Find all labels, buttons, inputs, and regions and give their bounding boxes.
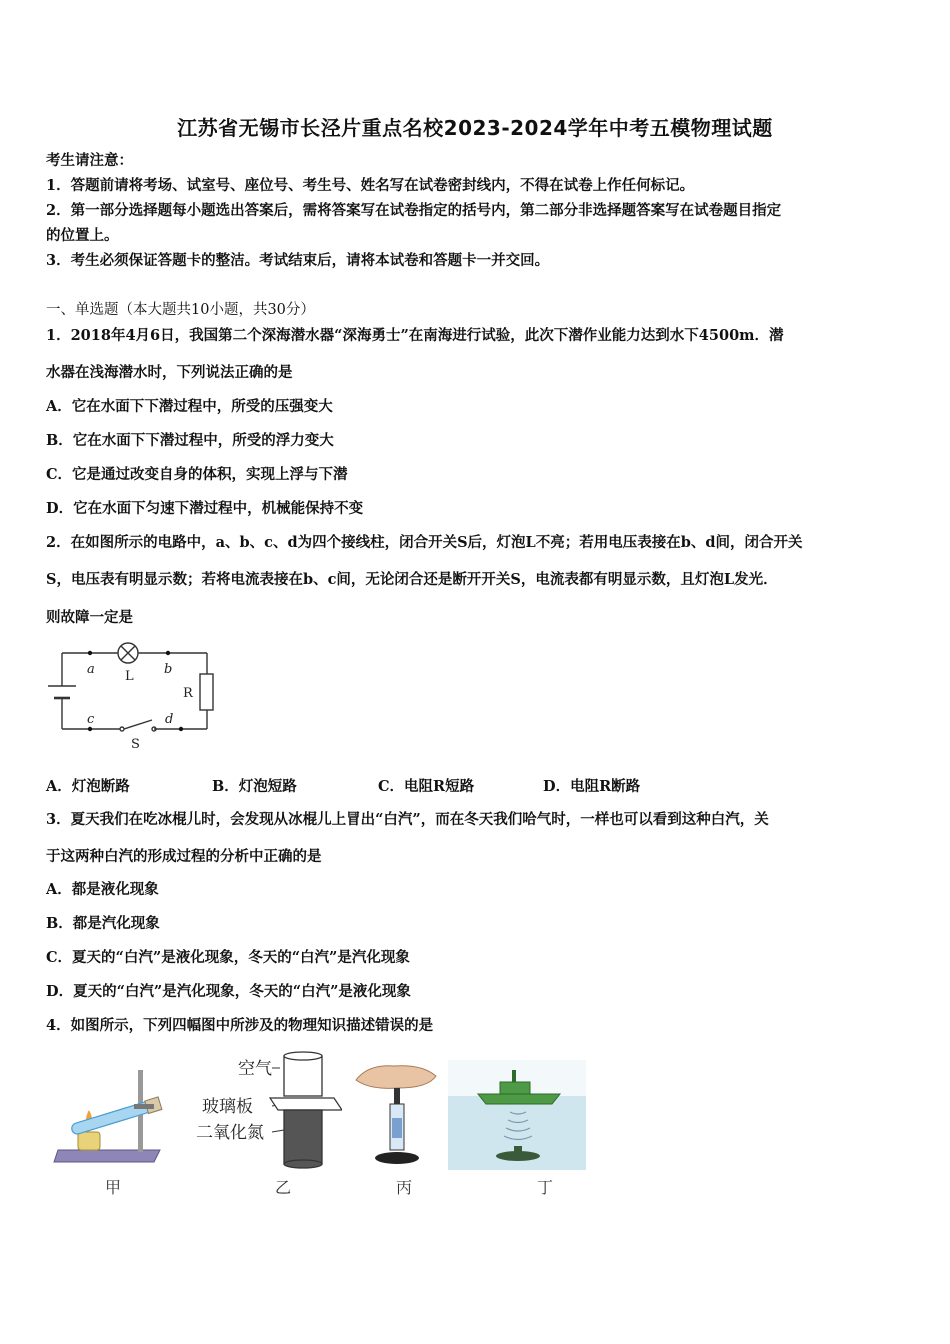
label-S: S [131, 737, 140, 752]
terminal-d [179, 727, 183, 731]
label-b: b [164, 662, 173, 677]
ship-bridge [500, 1082, 530, 1094]
figure-label-bing: 丙 [396, 1178, 413, 1197]
figure-jia [48, 1062, 178, 1168]
label-no2: 二氧化氮 [196, 1123, 264, 1143]
cotton [392, 1118, 402, 1138]
terminal-c [88, 727, 92, 731]
figure-ding [448, 1060, 586, 1170]
ship-mast [512, 1070, 516, 1082]
q2-option-b: B．灯泡短路 [212, 778, 297, 795]
q1-option-d: D．它在水面下匀速下潜过程中，机械能保持不变 [46, 500, 364, 517]
switch-blade [124, 720, 152, 729]
submarine [496, 1151, 540, 1161]
terminal-b [166, 651, 170, 655]
q2-option-c: C．电阻R短路 [378, 778, 475, 795]
q3-option-b: B．都是汽化现象 [46, 915, 160, 932]
label-R: R [183, 686, 193, 701]
label-c: c [87, 712, 95, 727]
page-title: 江苏省无锡市长泾片重点名校2023-2024学年中考五模物理试题 [177, 116, 773, 140]
clamp [134, 1104, 154, 1109]
alcohol-lamp [78, 1132, 100, 1150]
q2-option-d: D．电阻R断路 [543, 778, 641, 795]
label-d: d [165, 712, 174, 727]
label-a: a [87, 662, 95, 677]
base-plate [54, 1150, 160, 1162]
resistor-symbol [200, 674, 213, 710]
terminal-a [88, 651, 92, 655]
q1-option-c: C．它是通过改变自身的体积，实现上浮与下潜 [46, 466, 348, 483]
piston-rod [394, 1088, 400, 1104]
q1-option-a: A．它在水面下下潜过程中，所受的压强变大 [46, 398, 333, 415]
figure-label-ding: 丁 [537, 1178, 554, 1197]
figure-bing [350, 1058, 440, 1170]
q3-stem-line2: 于这两种白汽的形成过程的分析中正确的是 [46, 848, 322, 865]
figure-label-jia: 甲 [105, 1178, 122, 1197]
q3-stem-line1: 3．夏天我们在吃冰棍儿时，会发现从冰棍儿上冒出“白汽”，而在冬天我们哈气时，一样也可以看到这种白汽，关 [46, 811, 769, 828]
notice-heading: 考生请注意： [46, 152, 133, 169]
glass-plate [270, 1098, 342, 1110]
q3-option-a: A．都是液化现象 [46, 881, 159, 898]
notice-item-2: 2．第一部分选择题每小题选出答案后，需将答案写在试卷指定的括号内，第二部分非选择题答案写在试卷题目指定 [46, 202, 782, 219]
q2-stem-line3: 则故障一定是 [46, 609, 133, 626]
label-L: L [125, 669, 134, 684]
label-glass: 玻璃板 [202, 1097, 253, 1117]
q3-option-d: D．夏天的“白汽”是汽化现象，冬天的“白汽”是液化现象 [46, 983, 411, 1000]
q1-option-b: B．它在水面下下潜过程中，所受的浮力变大 [46, 432, 334, 449]
q1-stem-line2: 水器在浅海潜水时，下列说法正确的是 [46, 364, 293, 381]
lower-jar [284, 1110, 322, 1164]
upper-jar [284, 1056, 322, 1096]
circuit-diagram [40, 640, 220, 755]
notice-item-3: 3．考生必须保证答题卡的整洁。考试结束后，请将本试卷和答题卡一并交回。 [46, 252, 550, 269]
notice-item-2-cont: 的位置上。 [46, 227, 119, 244]
figure-yi [192, 1050, 342, 1170]
q2-stem-line2: S，电压表有明显示数；若将电流表接在b、c间，无论闭合还是断开开关S，电流表都有明显示数，且灯泡L发光． [46, 571, 778, 588]
hand [356, 1066, 436, 1089]
q2-option-a: A．灯泡断路 [46, 778, 130, 795]
ship-hull [478, 1094, 560, 1104]
figure-label-yi: 乙 [275, 1178, 292, 1197]
label-air: 空气 [238, 1059, 272, 1079]
section-heading: 一、单选题（本大题共10小题，共30分） [46, 302, 315, 318]
notice-item-1: 1．答题前请将考场、试室号、座位号、考生号、姓名写在试卷密封线内，不得在试卷上作任何标记。 [46, 177, 695, 194]
q1-stem-line1: 1．2018年4月6日，我国第二个深海潜水器“深海勇士”在南海进行试验，此次下潜作业能力达到水下4500m．潜 [46, 327, 784, 344]
q2-stem-line1: 2．在如图所示的电路中，a、b、c、d为四个接线柱，闭合开关S后，灯泡L不亮；若用电压表接在b、d间，闭合开关 [46, 534, 803, 551]
q4-stem: 4．如图所示，下列四幅图中所涉及的物理知识描述错误的是 [46, 1017, 434, 1034]
cylinder-base [375, 1152, 419, 1164]
q3-option-c: C．夏天的“白汽”是液化现象，冬天的“白汽”是汽化现象 [46, 949, 410, 966]
